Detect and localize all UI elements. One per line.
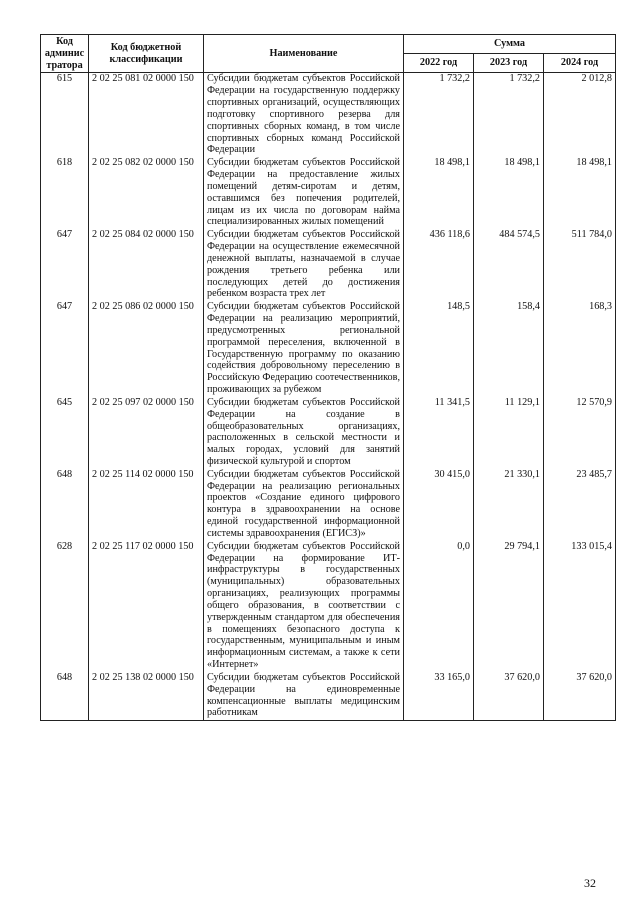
amount-2023-cell: 158,4 — [474, 301, 544, 397]
header-code-admin: Код админис тратора — [41, 35, 89, 73]
budget-table — [40, 34, 616, 721]
admin-code-cell: 618 — [41, 157, 89, 229]
amount-2022-cell: 18 498,1 — [404, 157, 474, 229]
amount-2022-cell: 11 341,5 — [404, 397, 474, 469]
amount-2024-cell: 511 784,0 — [544, 229, 616, 301]
header-year-2022: 2022 год — [404, 54, 474, 73]
header-name: Наименование — [204, 35, 404, 73]
amount-2022-cell: 436 118,6 — [404, 229, 474, 301]
amount-2023-cell: 1 732,2 — [474, 73, 544, 157]
table-row — [41, 541, 616, 672]
amount-2022-cell: 0,0 — [404, 541, 474, 672]
table-row — [41, 672, 616, 721]
table-row — [41, 157, 616, 229]
admin-code-cell: 647 — [41, 229, 89, 301]
amount-2024-cell: 12 570,9 — [544, 397, 616, 469]
table-row — [41, 469, 616, 541]
name-cell: Субсидии бюджетам субъектов Российской Федерации на предоставление жилых помещений детям-сиротам и детям, оставшимся без попечения родителей, лицам из их числа по договорам найма специализированных жилых помещений — [204, 157, 404, 229]
name-cell: Субсидии бюджетам субъектов Российской Федерации на осуществление ежемесячной денежной выплаты, назначаемой в случае рождения третьего ребенка или последующих детей до достижения ребенком возраста трех лет — [204, 229, 404, 301]
kbk-cell: 2 02 25 138 02 0000 150 — [89, 672, 204, 721]
page-number: 32 — [584, 876, 596, 890]
admin-code-cell: 645 — [41, 397, 89, 469]
amount-2023-cell: 484 574,5 — [474, 229, 544, 301]
amount-2022-cell: 1 732,2 — [404, 73, 474, 157]
table-row — [41, 397, 616, 469]
header-year-2024: 2024 год — [544, 54, 616, 73]
amount-2024-cell: 37 620,0 — [544, 672, 616, 721]
amount-2022-cell: 148,5 — [404, 301, 474, 397]
kbk-cell: 2 02 25 082 02 0000 150 — [89, 157, 204, 229]
table-row — [41, 301, 616, 397]
amount-2024-cell: 133 015,4 — [544, 541, 616, 672]
amount-2023-cell: 21 330,1 — [474, 469, 544, 541]
kbk-cell: 2 02 25 114 02 0000 150 — [89, 469, 204, 541]
name-cell: Субсидии бюджетам субъектов Российской Федерации на реализацию региональных проектов «Создание единого цифрового контура в здравоохранении на основе единой государственной информационной системы здравоохранения (ЕГИСЗ)» — [204, 469, 404, 541]
kbk-cell: 2 02 25 086 02 0000 150 — [89, 301, 204, 397]
amount-2024-cell: 2 012,8 — [544, 73, 616, 157]
admin-code-cell: 628 — [41, 541, 89, 672]
amount-2024-cell: 23 485,7 — [544, 469, 616, 541]
admin-code-cell: 647 — [41, 301, 89, 397]
amount-2023-cell: 11 129,1 — [474, 397, 544, 469]
table-row — [41, 73, 616, 157]
amount-2023-cell: 37 620,0 — [474, 672, 544, 721]
budget-sheet — [40, 34, 615, 721]
name-cell: Субсидии бюджетам субъектов Российской Федерации на реализацию мероприятий, предусмотренных региональной программой переселения, включенной в Государственную программу по оказанию содействия добровольному переселению в Российскую Федерацию соотечественников, проживающих за рубежом — [204, 301, 404, 397]
header-year-2023: 2023 год — [474, 54, 544, 73]
header-sum: Сумма — [404, 35, 616, 54]
amount-2022-cell: 30 415,0 — [404, 469, 474, 541]
amount-2024-cell: 168,3 — [544, 301, 616, 397]
name-cell: Субсидии бюджетам субъектов Российской Федерации на единовременные компенсационные выплаты медицинским работникам — [204, 672, 404, 721]
admin-code-cell: 615 — [41, 73, 89, 157]
header-kbk: Код бюджетной классификации — [89, 35, 204, 73]
table-row — [41, 229, 616, 301]
amount-2022-cell: 33 165,0 — [404, 672, 474, 721]
table-header — [41, 35, 616, 73]
kbk-cell: 2 02 25 084 02 0000 150 — [89, 229, 204, 301]
name-cell: Субсидии бюджетам субъектов Российской Федерации на государственную поддержку спортивных организаций, осуществляющих подготовку спортивного резерва для спортивных сборных команд, в том числе спортивных сборных команд Российской Федерации — [204, 73, 404, 157]
kbk-cell: 2 02 25 097 02 0000 150 — [89, 397, 204, 469]
amount-2023-cell: 18 498,1 — [474, 157, 544, 229]
kbk-cell: 2 02 25 117 02 0000 150 — [89, 541, 204, 672]
admin-code-cell: 648 — [41, 469, 89, 541]
amount-2024-cell: 18 498,1 — [544, 157, 616, 229]
name-cell: Субсидии бюджетам субъектов Российской Федерации на формирование ИТ-инфраструктуры в государственных (муниципальных) образовательных организациях, реализующих программы общего образования, в соответствии с утвержденным стандартом для обеспечения в помещениях безопасного доступа к государственным, муниципальным и иным информационным системам, а также к сети «Интернет» — [204, 541, 404, 672]
name-cell: Субсидии бюджетам субъектов Российской Федерации на создание в общеобразовательных организациях, расположенных в сельской местности и малых городах, условий для занятий физической культурой и спортом — [204, 397, 404, 469]
amount-2023-cell: 29 794,1 — [474, 541, 544, 672]
kbk-cell: 2 02 25 081 02 0000 150 — [89, 73, 204, 157]
table-body — [41, 73, 616, 721]
admin-code-cell: 648 — [41, 672, 89, 721]
